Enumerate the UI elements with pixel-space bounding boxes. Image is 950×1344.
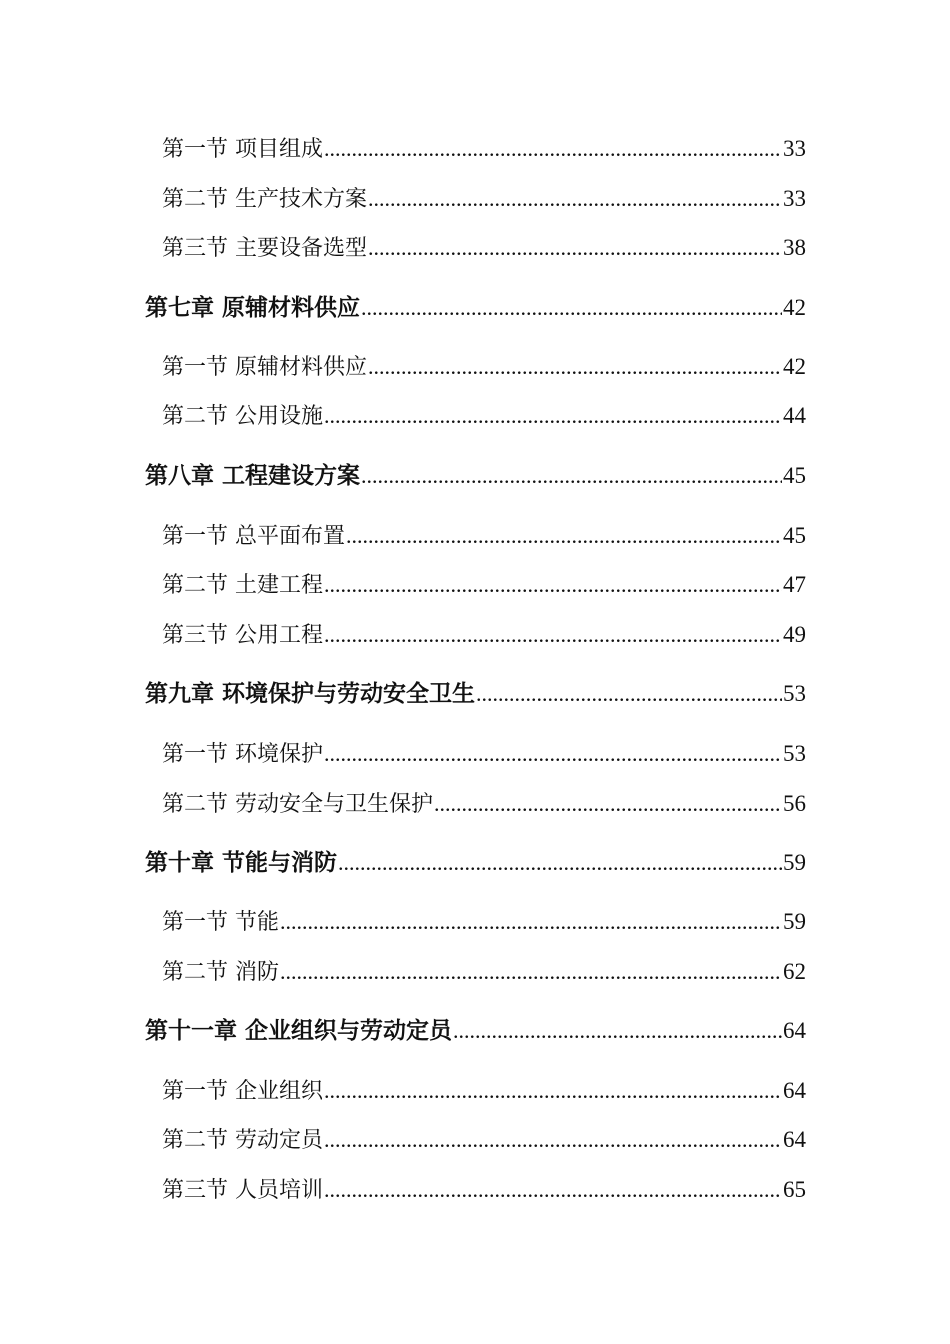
toc-page-number: 49 (783, 622, 806, 647)
toc-page-number: 65 (783, 1177, 806, 1202)
toc-entry-section[interactable] (162, 905, 806, 939)
toc-entry-title: 第七章 原辅材料供应 (145, 295, 361, 321)
toc-entry-title: 第二节 土建工程 (162, 573, 323, 598)
toc-entry-title: 第三节 主要设备选型 (162, 236, 367, 261)
toc-entry-title: 第二节 劳动定员 (162, 1128, 323, 1153)
toc-page-number: 64 (783, 1127, 806, 1152)
toc-page-number: 47 (783, 572, 806, 597)
toc-entry-section[interactable] (162, 132, 806, 166)
toc-entry-chapter[interactable] (145, 846, 806, 880)
toc-page-number: 44 (783, 403, 806, 428)
toc-page-number: 64 (783, 1018, 806, 1043)
toc-entry-title: 第九章 环境保护与劳动安全卫生 (145, 681, 476, 707)
toc-dot-leader (324, 1173, 782, 1207)
toc-dot-leader (338, 846, 782, 880)
toc-page-number: 33 (783, 136, 806, 161)
toc-page-number: 53 (783, 741, 806, 766)
toc-entry-title: 第八章 工程建设方案 (145, 463, 361, 489)
toc-entry-title: 第一节 项目组成 (162, 137, 323, 162)
toc-entry-title: 第二节 公用设施 (162, 404, 323, 429)
toc-dot-leader (476, 677, 782, 711)
toc-entry-title: 第二节 劳动安全与卫生保护 (162, 792, 433, 817)
toc-entry-section[interactable] (162, 737, 806, 771)
toc-entry-section[interactable] (162, 1074, 806, 1108)
toc-entry-title: 第三节 公用工程 (162, 623, 323, 648)
toc-page-number: 45 (783, 523, 806, 548)
toc-entry-title: 第一节 原辅材料供应 (162, 355, 367, 380)
toc-dot-leader (361, 291, 782, 325)
toc-entry-chapter[interactable] (145, 677, 806, 711)
toc-entry-section[interactable] (162, 1123, 806, 1157)
toc-entry-title: 第二节 消防 (162, 960, 279, 985)
toc-dot-leader (368, 350, 782, 384)
toc-dot-leader (324, 618, 782, 652)
toc-entry-section[interactable] (162, 955, 806, 989)
toc-entry-title: 第一节 节能 (162, 910, 279, 935)
toc-entry-section[interactable] (162, 519, 806, 553)
toc-dot-leader (368, 182, 782, 216)
toc-entry-section[interactable] (162, 568, 806, 602)
toc-entry-chapter[interactable] (145, 1014, 806, 1048)
toc-entry-title: 第一节 总平面布置 (162, 524, 345, 549)
toc-entry-chapter[interactable] (145, 459, 806, 493)
toc-dot-leader (324, 132, 782, 166)
toc-dot-leader (368, 231, 782, 265)
toc-page-number: 42 (783, 295, 806, 320)
toc-entry-section[interactable] (162, 350, 806, 384)
toc-dot-leader (346, 519, 782, 553)
toc-dot-leader (434, 787, 782, 821)
toc-page-number: 45 (783, 463, 806, 488)
toc-page-number: 53 (783, 681, 806, 706)
toc-page-number: 33 (783, 186, 806, 211)
toc-dot-leader (324, 399, 782, 433)
toc-entry-section[interactable] (162, 1173, 806, 1207)
toc-dot-leader (280, 905, 782, 939)
toc-dot-leader (453, 1014, 782, 1048)
toc-entry-title: 第十一章 企业组织与劳动定员 (145, 1018, 453, 1044)
toc-page-number: 62 (783, 959, 806, 984)
toc-entry-chapter[interactable] (145, 291, 806, 325)
toc-dot-leader (324, 568, 782, 602)
toc-page-number: 59 (783, 850, 806, 875)
toc-entry-section[interactable] (162, 182, 806, 216)
toc-entry-title: 第一节 环境保护 (162, 742, 323, 767)
toc-entry-section[interactable] (162, 618, 806, 652)
toc-dot-leader (324, 737, 782, 771)
toc-entry-section[interactable] (162, 787, 806, 821)
toc-entry-section[interactable] (162, 399, 806, 433)
toc-page-number: 56 (783, 791, 806, 816)
toc-page-number: 38 (783, 235, 806, 260)
toc-entry-title: 第一节 企业组织 (162, 1079, 323, 1104)
toc-dot-leader (280, 955, 782, 989)
toc-page-number: 42 (783, 354, 806, 379)
toc-entry-title: 第十章 节能与消防 (145, 850, 338, 876)
toc-page-number: 64 (783, 1078, 806, 1103)
toc-dot-leader (324, 1074, 782, 1108)
toc-dot-leader (361, 459, 782, 493)
toc-page-number: 59 (783, 909, 806, 934)
toc-entry-title: 第三节 人员培训 (162, 1178, 323, 1203)
toc-entry-title: 第二节 生产技术方案 (162, 187, 367, 212)
toc-entry-section[interactable] (162, 231, 806, 265)
toc-dot-leader (324, 1123, 782, 1157)
